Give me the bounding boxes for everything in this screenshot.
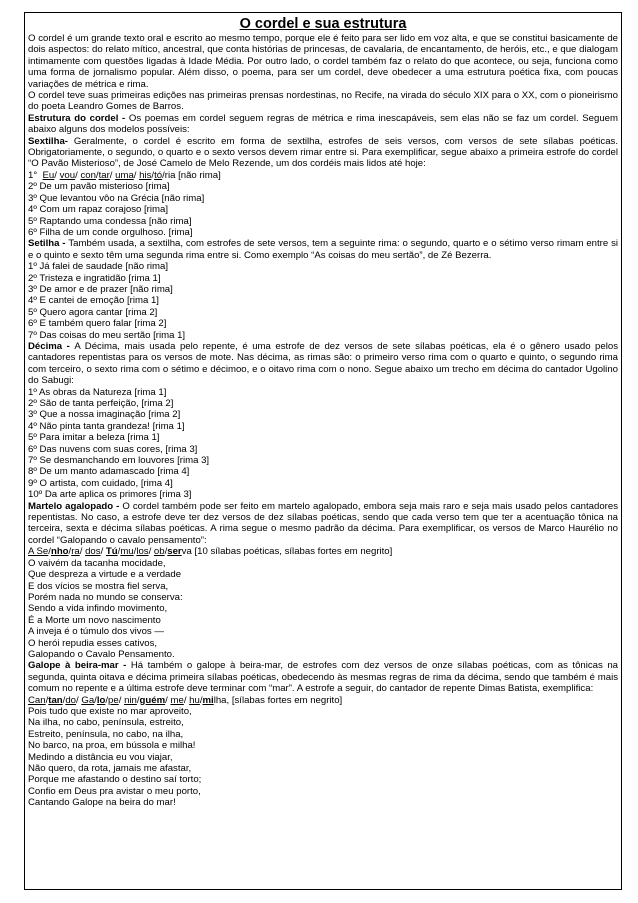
verse-line: O vaivém da tacanha mocidade,: [28, 557, 166, 569]
galope-verses: [28, 706, 618, 809]
setilha-text: Também usada, a sextilha, com estrofes de sete versos, tem a seguinte rima: o segundo, quarto e o sétimo verso rimam entre si e o quinto e sexto têm uma segunda rima entre si. Como exemplo “As coisas do meu sertão”, de Zé Bezerra.: [28, 238, 618, 261]
syllable: Tú: [105, 546, 118, 558]
verse-line: Galopando o Cavalo Pensamento.: [28, 648, 175, 660]
setilha-heading: Setilha -: [28, 238, 69, 250]
verse-line: Confio em Deus pra avistar o meu porto,: [28, 785, 201, 797]
verse-line: 4º Não pinta tanta grandeza! [rima 1]: [28, 420, 185, 432]
verse-line: Que despreza a virtude e a verdade: [28, 569, 182, 581]
syllable: tó: [154, 169, 163, 181]
martelo-heading: Martelo agalopado -: [28, 500, 123, 512]
syllable: dos: [85, 546, 101, 558]
verse-line: 1º As obras da Natureza [rima 1]: [28, 386, 167, 398]
verse-line: E dos vícios se mostra fiel serva,: [28, 580, 169, 592]
verse-line: 2º São de tanta perfeição, [rima 2]: [28, 398, 174, 409]
syllable: tar: [98, 169, 110, 181]
syllable: con: [80, 169, 96, 181]
syllable: pe: [108, 694, 119, 706]
galope-paragraph: [28, 660, 618, 694]
verse-line: 7º Das coisas do meu sertão [rima 1]: [28, 329, 186, 341]
martelo-verses: [28, 558, 618, 661]
decima-verses: [28, 387, 618, 501]
verse-line: 6º Filha de um conde orgulhoso. [rima]: [28, 226, 193, 238]
syllable: guém: [139, 694, 166, 706]
verse-line: 2º De um pavão misterioso [rima]: [28, 181, 170, 193]
page-title: O cordel e sua estrutura: [239, 16, 407, 32]
syllable: hu: [189, 694, 200, 706]
syllable: ser: [167, 546, 182, 558]
syllable: los: [136, 546, 149, 558]
intro-paragraph: O cordel é um grande texto oral e escrito ao mesmo tempo, porque ele é feito para ser lido em voz alta, e que se constitui basicamente de dois aspectos: do relato mítico, ancestral, que conta histórias de princesas, de cavalaria, de encantamento, de heróis, etc., e que dialogam intimamente com questões ligadas à Idade Média. Por outro lado, o cordel também faz o relato do que acontece, ou seja, funciona como uma forma de jornalismo popular. Além disso, o poema, para ser um cordel, deve obedecer a uma estrutura poética fixa, com poucas variações de métrica e rima.: [28, 33, 618, 90]
galope-scanned-verse: Can/tan/do/ Ga/lo/pe/ nin/guém/ me/ hu/milha, [sílabas fortes em negrito]: [28, 694, 343, 706]
verse-line: 3º Que levantou vôo na Grécia [não rima]: [28, 192, 205, 204]
verse-line: 9º O artista, com cuidado, [rima 4]: [28, 477, 173, 489]
syllable: lo: [96, 694, 106, 706]
syllable: mu: [120, 546, 134, 558]
sextilha-verses: [28, 181, 618, 238]
verse-line: Estreito, península, no cabo, na ilha,: [28, 728, 184, 740]
verse-line: Não quero, da rota, jamais me afastar,: [28, 763, 192, 774]
verse-line: 6º E também quero falar [rima 2]: [28, 318, 167, 330]
syllable: mi: [202, 694, 214, 706]
decima-text: A Décima, mais usada pelo repente, é uma estrofe de dez versos de sete sílabas poéticas, ela é o gênero usado pelos cantadores repentistas para os versos de mote. Nas décima, as rimas são: o primeiro verso rima com o quarto e quinto, o segundo rima com terceiro, o sexto rima com o sétimo e décimoo, e o oitavo rima com o nono. Segue abaixo um trecho em décima do cantador Ugolino do Sabugi:: [28, 340, 618, 387]
syllable: do: [65, 694, 77, 706]
galope-heading: Galope à beira-mar -: [28, 660, 131, 672]
syllable: vou: [59, 169, 76, 181]
verse-line: No barco, na proa, em bússola e milha!: [28, 740, 196, 752]
sextilha-heading: Sextilha-: [28, 135, 68, 147]
setilha-verses: [28, 261, 618, 341]
verse-tail: lha, [sílabas fortes em negrito]: [213, 694, 343, 706]
verse-line: 8º De um manto adamascado [rima 4]: [28, 466, 190, 478]
sextilha-text: Geralmente, o cordel é escrito em forma de sextilha, estrofes de seis versos, com versos de sete sílabas poéticas. Obrigatoriamente, o segundo, o quarto e o sexto versos devem rimar entre si. Para exemplificar, segue abaixo a primeira estrofe do cordel “O Pavão Misterioso”, de José Camelo de Melo Rezende, um dos cordéis mais lidos até hoje:: [28, 135, 618, 170]
verse-number: 1°: [28, 169, 38, 181]
verse-line: 10º Da arte aplica os primores [rima 3]: [28, 489, 192, 501]
verse-line: 5º Quero agora cantar [rima 2]: [28, 306, 158, 318]
sextilha-paragraph: [28, 136, 618, 170]
document-page: [24, 12, 622, 890]
estrutura-heading: Estrutura do cordel -: [28, 112, 129, 124]
galope-text: Há também o galope à beira-mar, de estrofes com dez versos de onze sílabas poéticas, com as tônicas na segunda, quinta oitava e décima primeira sílabas poéticas, obedecendo às mesmas regras de rima da décima, sendo que também é mais comum no repente e a última estrofe deve terminar com “mar”. A estrofe a seguir, do cantador de repente Dimas Batista, exemplifica:: [28, 660, 619, 695]
syllable: me: [170, 694, 184, 706]
verse-line: 2º Tristeza e ingratidão [rima 1]: [28, 272, 161, 284]
syllable: Ga: [81, 694, 95, 706]
verse-line: Medindo a distância eu vou viajar,: [28, 751, 173, 763]
verse-line: 6º Das nuvens com suas cores, [rima 3]: [28, 443, 198, 455]
verse-line: 7º Se desmanchando em louvores [rima 3]: [28, 455, 210, 467]
verse-line: Na ilha, no cabo, península, estreito,: [28, 717, 184, 729]
verse-line: Porque me afastando o destino saí torto;: [28, 774, 202, 786]
verse-line: 4º E cantei de emoção [rima 1]: [28, 295, 159, 307]
syllable: Can: [28, 694, 46, 706]
syllable: nho: [50, 546, 69, 558]
decima-paragraph: [28, 341, 618, 387]
setilha-paragraph: [28, 238, 618, 261]
verse-line: A inveja é o túmulo dos vivos —: [28, 626, 164, 638]
syllable: his: [139, 169, 152, 181]
history-paragraph: O cordel teve suas primeiras edições nas primeiras prensas nordestinas, no Recife, na virada do século XIX para o XX, com o pioneirismo do poeta Leandro Gomes de Barros.: [28, 90, 618, 113]
decima-heading: Décima -: [28, 340, 75, 352]
syllable: ob: [153, 546, 165, 558]
estrutura-paragraph: [28, 113, 618, 136]
syllable: Eu: [42, 169, 55, 181]
verse-line: 5º Raptando uma condessa [não rima]: [28, 215, 192, 227]
syllable: tan: [48, 694, 63, 706]
verse-line: O herói repudia esses cativos,: [28, 637, 158, 649]
syllable: uma: [115, 169, 134, 181]
verse-tail: ria [não rima]: [164, 169, 221, 181]
verse-line: Sendo a vida infindo movimento,: [28, 603, 168, 615]
syllable: ra: [71, 546, 80, 558]
verse-line: 3º De amor e de prazer [não rima]: [28, 283, 173, 295]
verse-line: 4º Com um rapaz corajoso [rima]: [28, 204, 168, 216]
estrutura-text: Os poemas em cordel seguem regras de métrica e rima inescapáveis, sem elas não se faz um cordel. Seguem abaixo alguns dos modelos possíveis:: [28, 112, 618, 136]
verse-line: Cantando Galope na beira do mar!: [28, 797, 176, 809]
verse-line: Porém nada no mundo se conserva:: [28, 591, 183, 603]
martelo-paragraph: [28, 501, 618, 547]
verse-tail: va [10 sílabas poéticas, sílabas fortes em negrito]: [181, 546, 393, 558]
verse-line: 3º Que a nossa imaginação [rima 2]: [28, 409, 181, 421]
verse-line: 5º Para imitar a beleza [rima 1]: [28, 432, 160, 444]
verse-line: É a Morte um novo nascimento: [28, 614, 161, 626]
verse-line: 1º Já falei de saudade [não rima]: [28, 261, 169, 273]
martelo-text: O cordel também pode ser feito em martelo agalopado, embora seja mais raro e seja mais usado pelos cantadores repentistas. No caso, a estrofe deve ter dez versos de dez sílabas poéticas, sendo que cada verso tem que ter a acentuação tônica na terceira, sexta e décima sílabas poéticas. A rima segue o mesmo padrão da décima. Para exemplificar, os versos de Marco Haurélio no cordel “Galopando o cavalo pensamento”:: [28, 500, 618, 546]
syllable: nin: [124, 694, 137, 706]
sextilha-scanned-verse: 1° Eu/ vou/ con/tar/ uma/ his/tó/ria [não rima]: [28, 169, 221, 181]
verse-line: Pois tudo que existe no mar aproveito,: [28, 705, 192, 717]
martelo-scanned-verse: A Se/nho/ra/ dos/ Tú/mu/los/ ob/serva [10 sílabas poéticas, sílabas fortes em negrito]: [28, 546, 393, 558]
syllable: A Se: [28, 546, 49, 558]
